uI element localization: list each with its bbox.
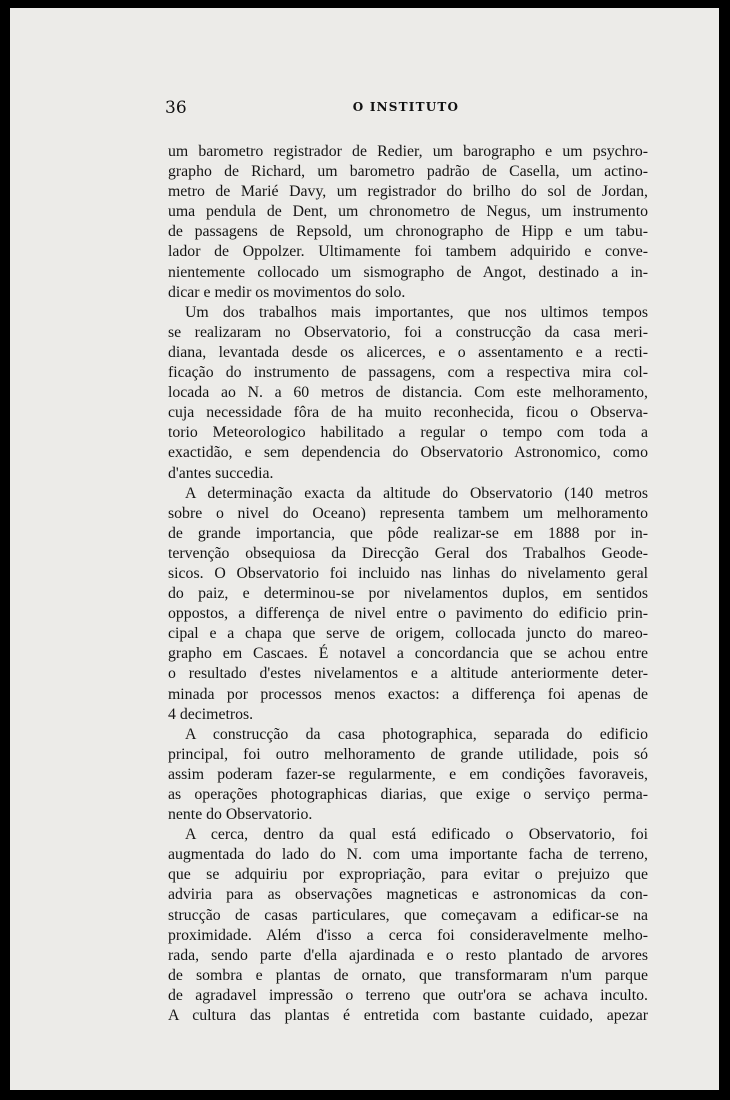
text-line: de agradavel impressão o terreno que outr'ora se achava inculto. xyxy=(168,986,648,1004)
text-line: ficação do instrumento de passagens, com a respectiva mira col- xyxy=(168,364,648,382)
text-line: proximidade. Além d'isso a cerca foi consideravelmente melho- xyxy=(168,926,648,944)
text-line: cuja necessidade fôra de ha muito reconhecida, ficou o Observa- xyxy=(168,404,648,422)
text-line: cipal e a chapa que serve de origem, collocada juncto do mareo- xyxy=(168,625,648,643)
text-line: de passagens de Repsold, um chronographo de Hipp e um tabu- xyxy=(168,223,648,241)
text-line: locada ao N. a 60 metros de distancia. Com este melhoramento, xyxy=(168,384,648,402)
text-line: metro de Marié Davy, um registrador do brilho do sol de Jordan, xyxy=(168,183,648,201)
text-line: rada, sendo parte d'ella ajardinada e o resto plantado de arvores xyxy=(168,946,648,964)
text-line: principal, foi outro melhoramento de grande utilidade, pois só xyxy=(168,745,648,763)
text-line: torio Meteorologico habilitado a regular o tempo com toda a xyxy=(168,424,648,442)
paragraph xyxy=(168,725,648,825)
text-line: A construcção da casa photographica, separada do edificio xyxy=(185,725,648,743)
text-line: dicar e medir os movimentos do solo. xyxy=(168,283,406,301)
text-line: sobre o nivel do Oceano) representa tambem um melhoramento xyxy=(168,504,648,522)
text-line: do paiz, e determinou-se por nivelamentos duplos, em sentidos xyxy=(168,585,648,603)
text-line: A determinação exacta da altitude do Observatorio (140 metros xyxy=(185,484,648,502)
text-line: Um dos trabalhos mais importantes, que nos ultimos tempos xyxy=(185,303,648,321)
text-line: minada por processos menos exactos: a differença foi apenas de xyxy=(168,685,648,703)
text-line: A cultura das plantas é entretida com bastante cuidado, apezar xyxy=(168,1007,648,1025)
text-line: oppostos, a differença de nivel entre o pavimento do edificio prin- xyxy=(168,605,648,623)
text-line: nientemente collocado um sismographo de Angot, destinado a in- xyxy=(168,263,648,281)
text-line: as operações photographicas diarias, que exige o serviço perma- xyxy=(168,786,648,803)
text-line: uma pendula de Dent, um chronometro de Negus, um instrumento xyxy=(168,203,648,221)
text-line: assim poderam fazer-se regularmente, e em condições favoraveis, xyxy=(168,765,648,783)
text-line: de grande importancia, que pôde realizar-se em 1888 por in- xyxy=(168,524,648,542)
text-line: A cerca, dentro da qual está edificado o Observatorio, foi xyxy=(185,826,648,844)
text-line: strucção de casas particulares, que começavam a edificar-se na xyxy=(168,906,648,924)
text-line: se realizaram no Observatorio, foi a construcção da casa meri- xyxy=(168,323,648,341)
text-line: de sombra e plantas de ornato, que transformaram n'um parque xyxy=(168,966,648,984)
paragraph xyxy=(168,825,648,1026)
book-page xyxy=(10,8,719,1090)
text-line: grapho de Richard, um barometro padrão de Casella, um actino- xyxy=(168,163,648,181)
text-line: 4 decimetros. xyxy=(168,705,254,723)
text-line: augmentada do lado do N. com uma importante facha de terreno, xyxy=(168,846,648,864)
paragraph xyxy=(168,484,648,725)
text-line: tervenção obsequiosa da Direcção Geral dos Trabalhos Geode- xyxy=(168,544,648,562)
text-line: o resultado d'estes nivelamentos e a altitude anteriormente deter- xyxy=(168,665,648,683)
text-line: lador de Oppolzer. Ultimamente foi tambem adquirido e conve- xyxy=(168,243,648,261)
paragraph xyxy=(168,142,648,303)
text-line: sicos. O Observatorio foi incluido nas linhas do nivelamento geral xyxy=(168,564,648,582)
text-line: que se adquiriu por expropriação, para evitar o prejuizo que xyxy=(168,866,648,884)
text-line: nente do Observatorio. xyxy=(168,806,313,824)
text-line: diana, levantada desde os alicerces, e o assentamento e a recti- xyxy=(168,343,648,361)
paragraph xyxy=(168,303,648,484)
page-header xyxy=(165,96,647,120)
page-number: 36 xyxy=(165,98,187,118)
running-title: O INSTITUTO xyxy=(352,100,460,114)
text-line: d'antes succedia. xyxy=(168,464,274,482)
body-text xyxy=(168,142,648,1026)
text-line: adviria para as observações magneticas e astronomicas da con- xyxy=(168,886,648,904)
text-line: grapho em Cascaes. É notavel a concordancia que se achou entre xyxy=(168,645,648,663)
text-line: um barometro registrador de Redier, um barographo e um psychro- xyxy=(168,143,648,160)
text-line: exactidão, e sem dependencia do Observatorio Astronomico, como xyxy=(168,444,648,462)
